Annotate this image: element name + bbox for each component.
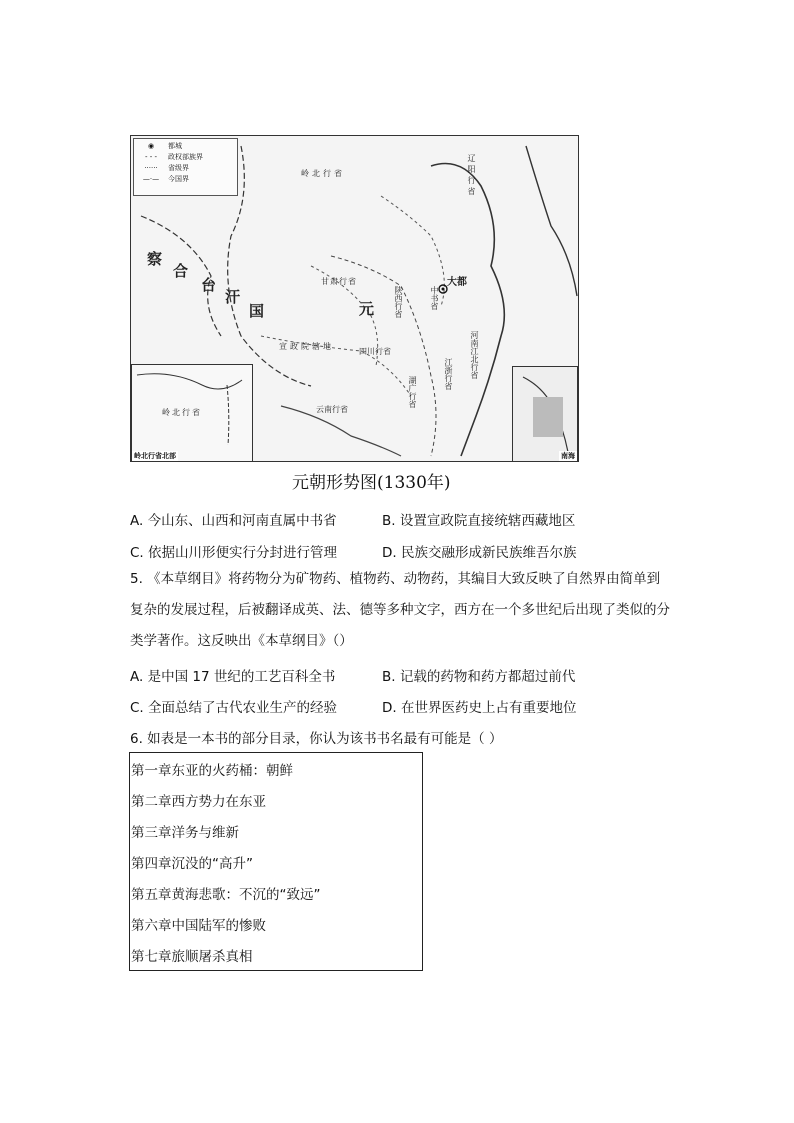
inset-lingbei-north	[131, 364, 253, 462]
label-chagatai-2: 合	[173, 262, 189, 280]
legend-row	[138, 174, 233, 185]
label-dadu: 大都	[447, 277, 467, 288]
table-row	[130, 815, 423, 846]
label-gansu: 甘肃行省	[321, 277, 357, 286]
modern-border-icon: —·—	[142, 175, 160, 183]
label-liaoyang: 辽阳行省	[467, 154, 476, 198]
q4-option-c: C. 依据山川形便实行分封进行管理	[130, 545, 338, 561]
q5-stem: 5. 《本草纲目》将药物分为矿物药、植物药、动物药，其编目大致反映了自然界由简单到复杂的发展过程，后被翻译成英、法、德等多种文字，西方在一个多世纪后出现了类似的分类学著作。这反映出《本草纲目》（）	[130, 571, 670, 649]
inset-right-caption: 南海	[561, 452, 575, 460]
label-huguang: 湖广行省	[408, 376, 417, 408]
inset-south-sea	[512, 366, 578, 462]
toc-entry: 第四章沉没的“高升”	[131, 855, 253, 872]
q4-option-b: B. 设置宣政院直接统辖西藏地区	[382, 513, 576, 529]
table-row	[130, 784, 423, 815]
label-jiangzhe: 江浙行省	[444, 358, 453, 390]
legend-row	[138, 141, 233, 152]
inset-left-label: 岭北行省	[162, 408, 202, 417]
label-shaanxi: 陕西行省	[394, 286, 403, 318]
label-chagatai-3: 台	[201, 276, 217, 294]
map-legend	[133, 138, 238, 196]
table-row	[130, 939, 423, 971]
table-of-contents	[129, 752, 423, 971]
legend-label: 今国界	[168, 175, 189, 183]
inset-left-caption: 岭北行省北部	[134, 452, 176, 460]
toc-entry: 第三章洋务与维新	[131, 824, 239, 841]
table-row	[130, 846, 423, 877]
label-yuan: 元	[359, 300, 375, 318]
q5-option-b: B. 记载的药物和药方都超过前代	[382, 669, 576, 685]
toc-entry: 第六章中国陆军的惨败	[131, 917, 266, 934]
table-row	[130, 753, 423, 785]
dash-border-icon: - - -	[144, 153, 158, 161]
q5-option-d: D. 在世界医药史上占有重要地位	[382, 700, 577, 716]
q5-option-c: C. 全面总结了古代农业生产的经验	[130, 700, 338, 716]
label-chagatai-4: 汗	[225, 288, 241, 306]
legend-label: 政权部族界	[168, 153, 203, 161]
table-row	[130, 877, 423, 908]
q6-stem: 6. 如表是一本书的部分目录，你认为该书书名最有可能是（ ）	[130, 731, 503, 747]
label-henan: 河南江北行省	[470, 331, 479, 379]
toc-entry: 第七章旅顺屠杀真相	[131, 948, 253, 965]
label-chagatai-1: 察	[147, 250, 163, 268]
q5-option-a: A. 是中国 17 世纪的工艺百科全书	[130, 669, 336, 685]
table-row	[130, 908, 423, 939]
q4-option-d: D. 民族交融形成新民族维吾尔族	[382, 545, 577, 561]
map-caption: 元朝形势图(1330年)	[292, 473, 451, 493]
label-zhongshu: 中书省	[430, 286, 439, 310]
inset-right-borders	[513, 367, 577, 461]
toc-entry: 第一章东亚的火药桶：朝鲜	[131, 762, 293, 779]
label-yunnan: 云南行省	[316, 405, 348, 414]
legend-label: 省级界	[168, 164, 189, 172]
toc-entry: 第五章黄海悲歌：不沉的“致远”	[131, 886, 321, 903]
legend-row	[138, 163, 233, 174]
capital-circle-icon: ◉	[147, 142, 155, 150]
legend-label: 都城	[168, 142, 182, 150]
yuan-dynasty-map	[130, 135, 579, 462]
dotted-border-icon: ······	[144, 164, 158, 172]
label-xuanzheng: 宣政院辖地	[279, 342, 334, 351]
legend-row	[138, 152, 233, 163]
q4-option-a: A. 今山东、山西和河南直属中书省	[130, 513, 337, 529]
label-sichuan: 四川行省	[359, 347, 391, 356]
label-lingbei: 岭北行省	[301, 169, 345, 178]
label-chagatai-5: 国	[249, 302, 265, 320]
toc-entry: 第二章西方势力在东亚	[131, 793, 266, 810]
